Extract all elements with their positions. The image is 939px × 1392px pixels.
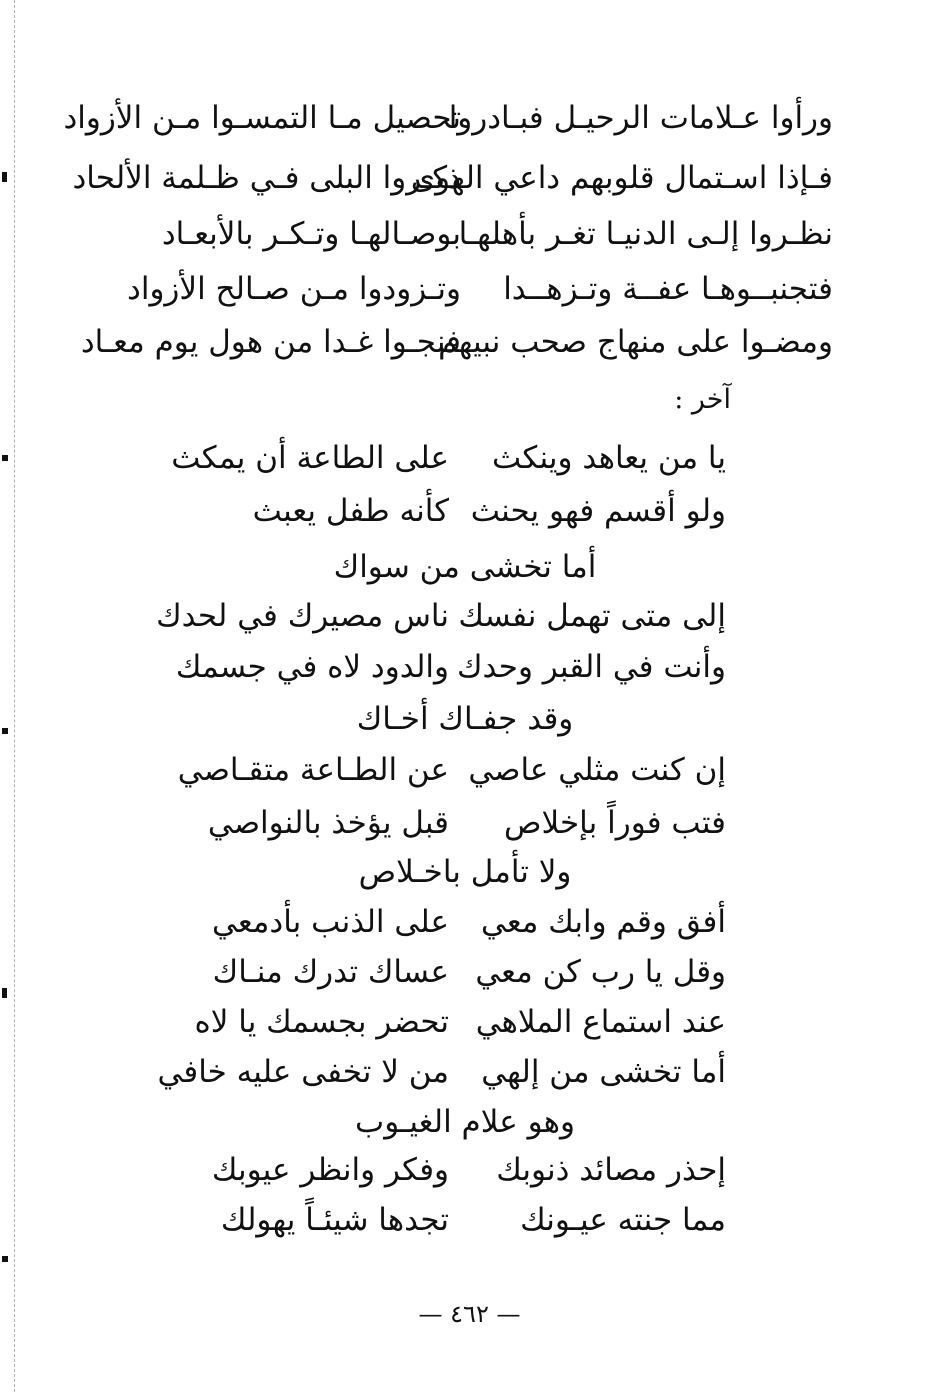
- first-hemistich: وقل يا رب كن معي: [475, 954, 726, 990]
- second-hemistich: ناس مصيرك في لحدك: [156, 598, 449, 634]
- first-hemistich: إحذر مصائد ذنوبك: [496, 1152, 726, 1188]
- first-hemistich: إلى متى تهمل نفسك: [458, 598, 726, 634]
- verse-line: [0, 1050, 939, 1094]
- first-hemistich: فتب فوراً بإخلاص: [504, 805, 726, 841]
- second-hemistich: عساك تدرك منـاك: [212, 954, 449, 990]
- verse-line: [0, 748, 939, 792]
- second-hemistich: كأنه طفل يعبث: [252, 493, 449, 529]
- verse-line: [0, 1148, 939, 1192]
- first-hemistich: وأنت في القبر وحدك: [456, 649, 726, 685]
- verse-line: [0, 645, 939, 689]
- verse-line: [0, 156, 939, 200]
- first-hemistich: إن كنت مثلي عاصي: [468, 752, 726, 788]
- second-hemistich: والدود لاه في جسمك: [175, 649, 449, 685]
- second-hemistich: من لا تخفى عليه خافي: [157, 1054, 449, 1090]
- refrain-line: [0, 850, 939, 894]
- first-hemistich: فتجنبــوهـا عفــة وتـزهــدا: [503, 271, 833, 307]
- first-hemistich: يا من يعاهد وينكث: [492, 440, 726, 476]
- verse-line: [0, 594, 939, 638]
- first-hemistich: ومضـوا على منهاج صحب نبيهم: [438, 324, 833, 360]
- second-hemistich: على الذنب بأدمعي: [212, 904, 449, 940]
- refrain-text: أما تخشى من سواك: [333, 549, 597, 585]
- first-hemistich: فـإذا اسـتمال قلوبهم داعي الهوى: [410, 160, 833, 196]
- verse-line: [0, 212, 939, 256]
- refrain-line: [0, 545, 939, 589]
- first-hemistich: عند استماع الملاهي: [475, 1004, 726, 1040]
- verse-line: [0, 320, 939, 364]
- refrain-line: [0, 1100, 939, 1144]
- second-hemistich: ذكـروا البلى فـي ظـلمة الألحاد: [72, 160, 461, 196]
- second-hemistich: وفكر وانظر عيوبك: [211, 1152, 449, 1188]
- verse-line: [0, 900, 939, 944]
- second-hemistich: قبل يؤخذ بالنواصي: [207, 805, 449, 841]
- second-hemistich: بوصـالهـا وتـكـر بالأبعـاد: [161, 216, 461, 252]
- refrain-line: [0, 697, 939, 741]
- second-hemistich: تحضر بجسمك يا لاه: [194, 1004, 449, 1040]
- first-hemistich: ولو أقسم فهو يحنث: [470, 493, 726, 529]
- first-hemistich: أما تخشى من إلهي: [481, 1054, 726, 1090]
- second-hemistich: عن الطـاعة متقـاصي: [177, 752, 449, 788]
- verse-line: [0, 1198, 939, 1242]
- first-hemistich: نظـروا إلـى الدنيـا تغـر بأهلهـا: [458, 216, 833, 252]
- second-hemistich: وتـزودوا مـن صـالح الأزواد: [127, 271, 461, 307]
- verse-line: [0, 267, 939, 311]
- section-label: آخر :: [674, 384, 731, 415]
- second-hemistich: تحصيل مـا التمسـوا مـن الأزواد: [63, 100, 461, 136]
- first-hemistich: ورأوا عـلامات الرحيـل فبـادروا: [448, 100, 833, 136]
- refrain-text: وقد جفـاك أخـاك: [356, 701, 574, 737]
- refrain-text: وهو علام الغيـوب: [355, 1104, 575, 1140]
- verse-line: [0, 1000, 939, 1044]
- second-hemistich: فنجـوا غـدا من هول يوم معـاد: [80, 324, 461, 360]
- hole-punch-mark: [2, 1256, 8, 1262]
- first-hemistich: أفق وقم وابك معي: [480, 904, 726, 940]
- verse-line: [0, 489, 939, 533]
- verse-line: [0, 801, 939, 845]
- page-number: — ٤٦٢ —: [418, 1300, 521, 1328]
- verse-line: [0, 96, 939, 140]
- second-hemistich: على الطاعة أن يمكث: [171, 440, 449, 476]
- first-hemistich: مما جنته عيـونك: [520, 1202, 726, 1238]
- second-hemistich: تجدها شيئـاً يهولك: [220, 1202, 449, 1238]
- verse-line: [0, 436, 939, 480]
- verse-line: [0, 950, 939, 994]
- refrain-text: ولا تأمل باخـلاص: [358, 854, 572, 890]
